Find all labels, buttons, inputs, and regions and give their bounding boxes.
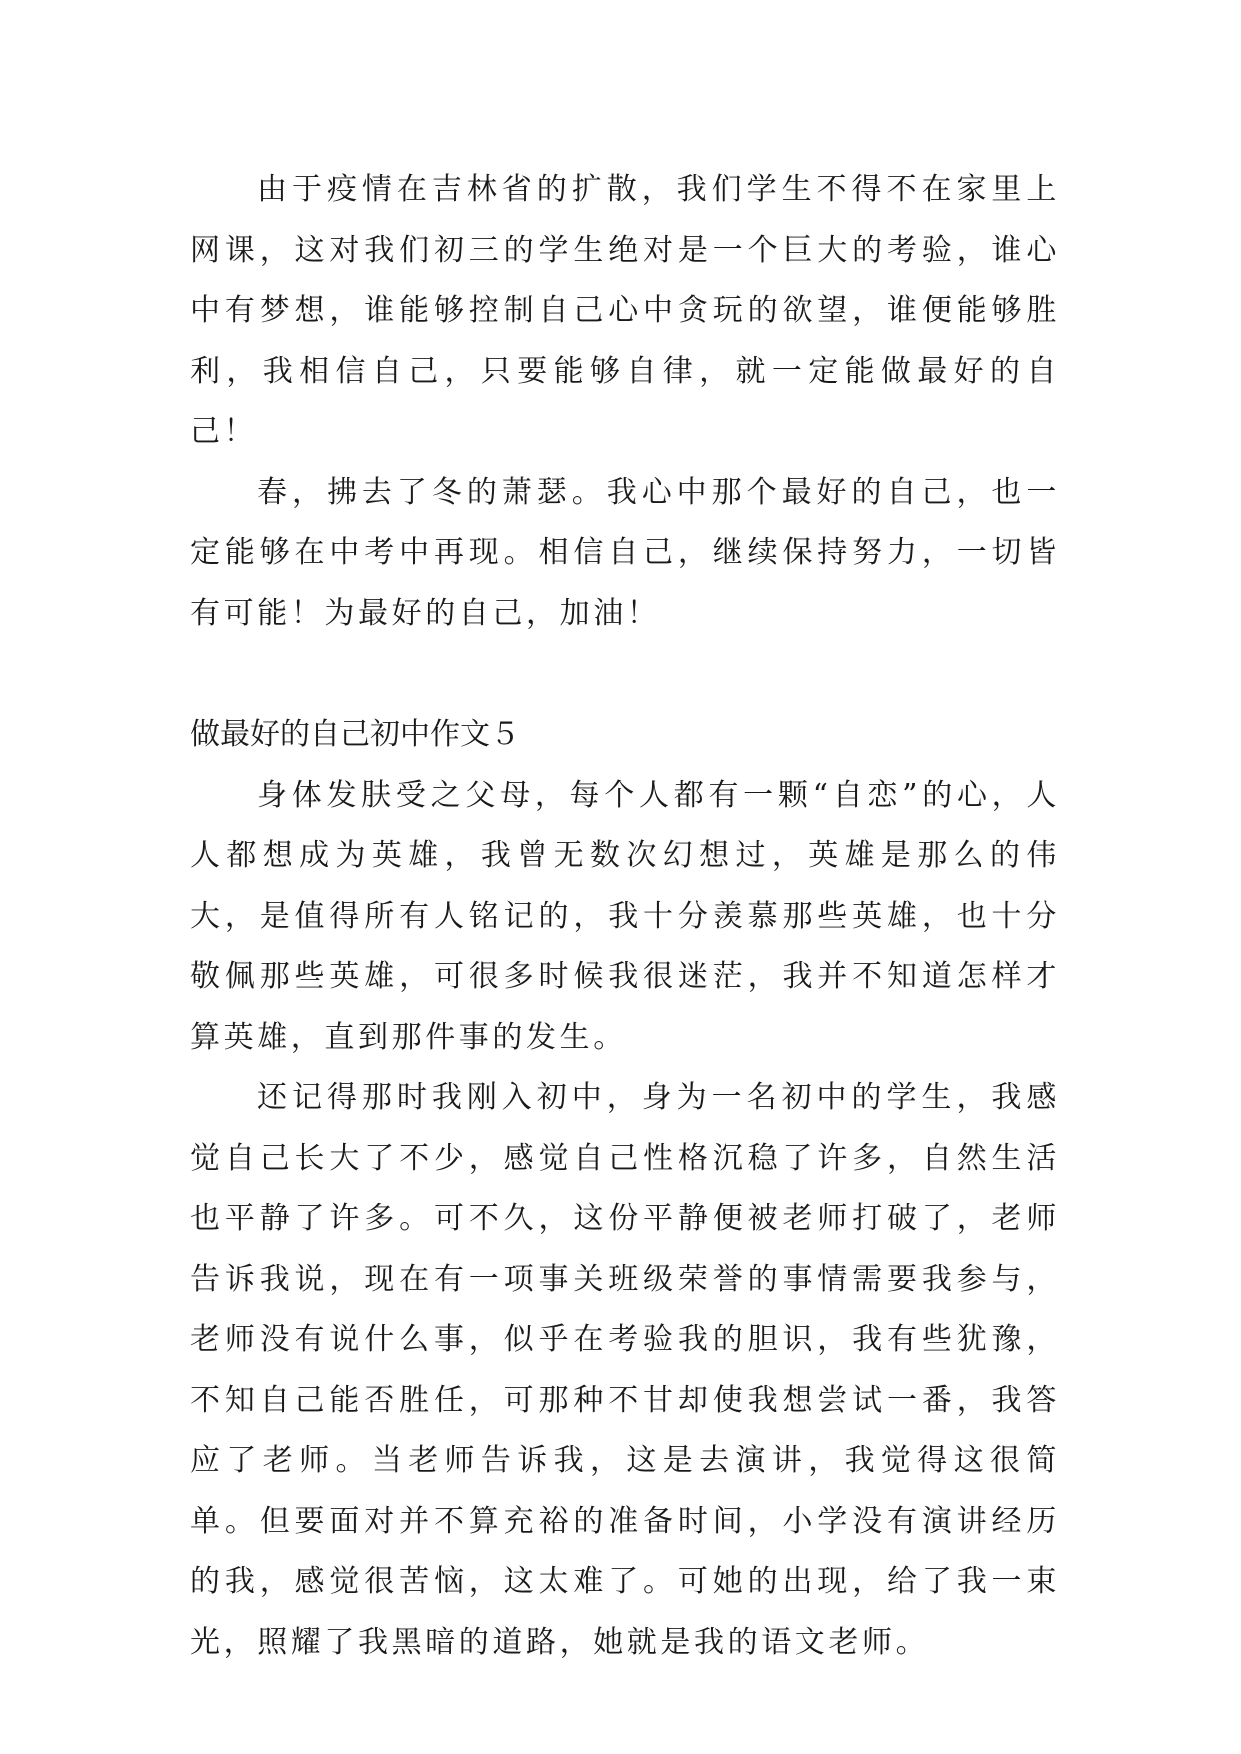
paragraph-hero: 身体发肤受之父母，每个人都有一颗“自恋”的心，人人都想成为英雄，我曾无数次幻想过，英雄是那么的伟大，是值得所有人铭记的，我十分羡慕那些英雄，也十分敬佩那些英雄，可很多时候我很迷茫，我并不知道怎样才算英雄，直到那件事的发生。 (190, 777, 1060, 1055)
document-page (190, 160, 1060, 1673)
paragraph-epidemic: 由于疫情在吉林省的扩散，我们学生不得不在家里上网课，这对我们初三的学生绝对是一个巨大的考验，谁心中有梦想，谁能够控制自己心中贪玩的欲望，谁便能够胜利，我相信自己，只要能够自律，就一定能做最好的自己！ (190, 172, 1060, 449)
section-heading: 做最好的自己初中作文５ (190, 717, 520, 752)
paragraph-spring: 春，拂去了冬的萧瑟。我心中那个最好的自己，也一定能够在中考中再现。相信自己，继续保持努力，一切皆有可能！为最好的自己，加油！ (190, 474, 1060, 631)
paragraph-speech: 还记得那时我刚入初中，身为一名初中的学生，我感觉自己长大了不少，感觉自己性格沉稳了许多，自然生活也平静了许多。可不久，这份平静便被老师打破了，老师告诉我说，现在有一项事关班级荣誉的事情需要我参与，老师没有说什么事，似乎在考验我的胆识，我有些犹豫，不知自己能否胜任，可那种不甘却使我想尝试一番，我答应了老师。当老师告诉我，这是去演讲，我觉得这很简单。但要面对并不算充裕的准备时间，小学没有演讲经历的我，感觉很苦恼，这太难了。可她的出现，给了我一束光，照耀了我黑暗的道路，她就是我的语文老师。 (190, 1080, 1060, 1660)
